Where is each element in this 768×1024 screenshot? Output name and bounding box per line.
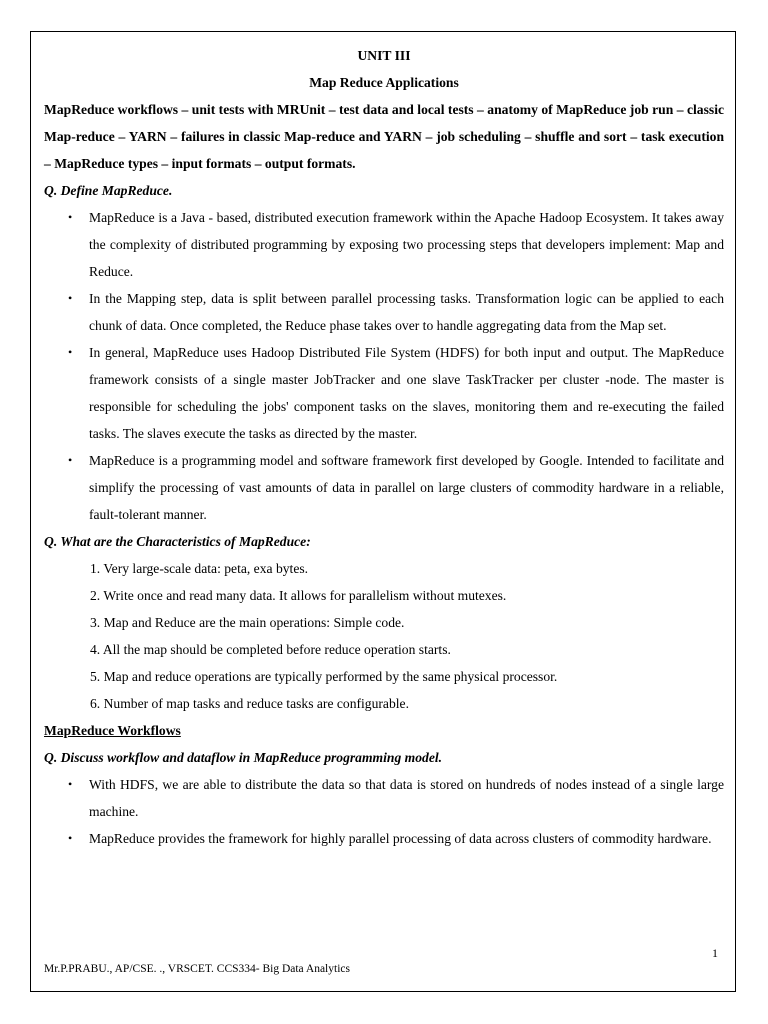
list-item-text: MapReduce is a Java - based, distributed execution framework within the Apache Hadoop Ecosystem. It takes away the complexity of distributed programming by exposing two processing steps that developers implement: Map and Reduce. xyxy=(89,210,724,279)
question-workflow: Q. Discuss workflow and dataflow in MapReduce programming model. xyxy=(44,750,443,765)
list-item xyxy=(44,771,724,825)
bullet-icon: • xyxy=(68,777,73,791)
bullet-icon: • xyxy=(68,831,73,845)
bullet-icon: • xyxy=(68,345,73,359)
characteristics-list xyxy=(44,555,724,717)
list-item: 5. Map and reduce operations are typically performed by the same physical processor. xyxy=(90,669,558,684)
define-mapreduce-list xyxy=(44,204,724,528)
list-item: 2. Write once and read many data. It allows for parallelism without mutexes. xyxy=(90,588,507,603)
page-footer: Mr.P.PRABU., AP/CSE. ., VRSCET. CCS334- Big Data Analytics xyxy=(44,963,350,975)
list-item-text: MapReduce is a programming model and software framework first developed by Google. Intended to facilitate and simplify the processing of vast amounts of data in parallel on large clusters of commodity hardware in a reliable, fault-tolerant manner. xyxy=(89,453,724,522)
question-characteristics: Q. What are the Characteristics of MapReduce: xyxy=(44,534,311,549)
document-body xyxy=(44,42,724,852)
list-item xyxy=(44,447,724,528)
list-item xyxy=(44,285,724,339)
bullet-icon: • xyxy=(68,210,73,224)
syllabus-paragraph: MapReduce workflows – unit tests with MRUnit – test data and local tests – anatomy of MapReduce job run – classic Map-reduce – YARN – failures in classic Map-reduce and YARN – job scheduling – shuffle and sort – task execution – MapReduce types – input formats – output formats. xyxy=(44,102,724,171)
unit-heading: UNIT III xyxy=(357,48,411,63)
question-define-mapreduce: Q. Define MapReduce. xyxy=(44,183,173,198)
list-item-text: In the Mapping step, data is split between parallel processing tasks. Transformation logic can be applied to each chunk of data. Once completed, the Reduce phase takes over to handle aggregating data from the Map set. xyxy=(89,291,724,333)
list-item xyxy=(44,825,724,852)
list-item-text: In general, MapReduce uses Hadoop Distributed File System (HDFS) for both input and output. The MapReduce framework consists of a single master JobTracker and one slave TaskTracker per cluster -node. The master is responsible for scheduling the jobs' component tasks on the slaves, monitoring them and re-executing the failed tasks. The slaves execute the tasks as directed by the master. xyxy=(89,345,724,441)
list-item-text: MapReduce provides the framework for highly parallel processing of data across clusters of commodity hardware. xyxy=(89,831,712,846)
workflow-list xyxy=(44,771,724,852)
list-item: 6. Number of map tasks and reduce tasks are configurable. xyxy=(90,696,409,711)
bullet-icon: • xyxy=(68,291,73,305)
unit-title: Map Reduce Applications xyxy=(309,75,459,90)
list-item: 4. All the map should be completed before reduce operation starts. xyxy=(90,642,451,657)
list-item-text: With HDFS, we are able to distribute the data so that data is stored on hundreds of nodes instead of a single large machine. xyxy=(89,777,724,819)
page-number: 1 xyxy=(712,946,718,960)
list-item: 3. Map and Reduce are the main operations: Simple code. xyxy=(90,615,405,630)
list-item xyxy=(44,204,724,285)
bullet-icon: • xyxy=(68,453,73,467)
list-item xyxy=(44,339,724,447)
list-item: 1. Very large-scale data: peta, exa bytes. xyxy=(90,561,309,576)
section-heading: MapReduce Workflows xyxy=(44,723,181,738)
